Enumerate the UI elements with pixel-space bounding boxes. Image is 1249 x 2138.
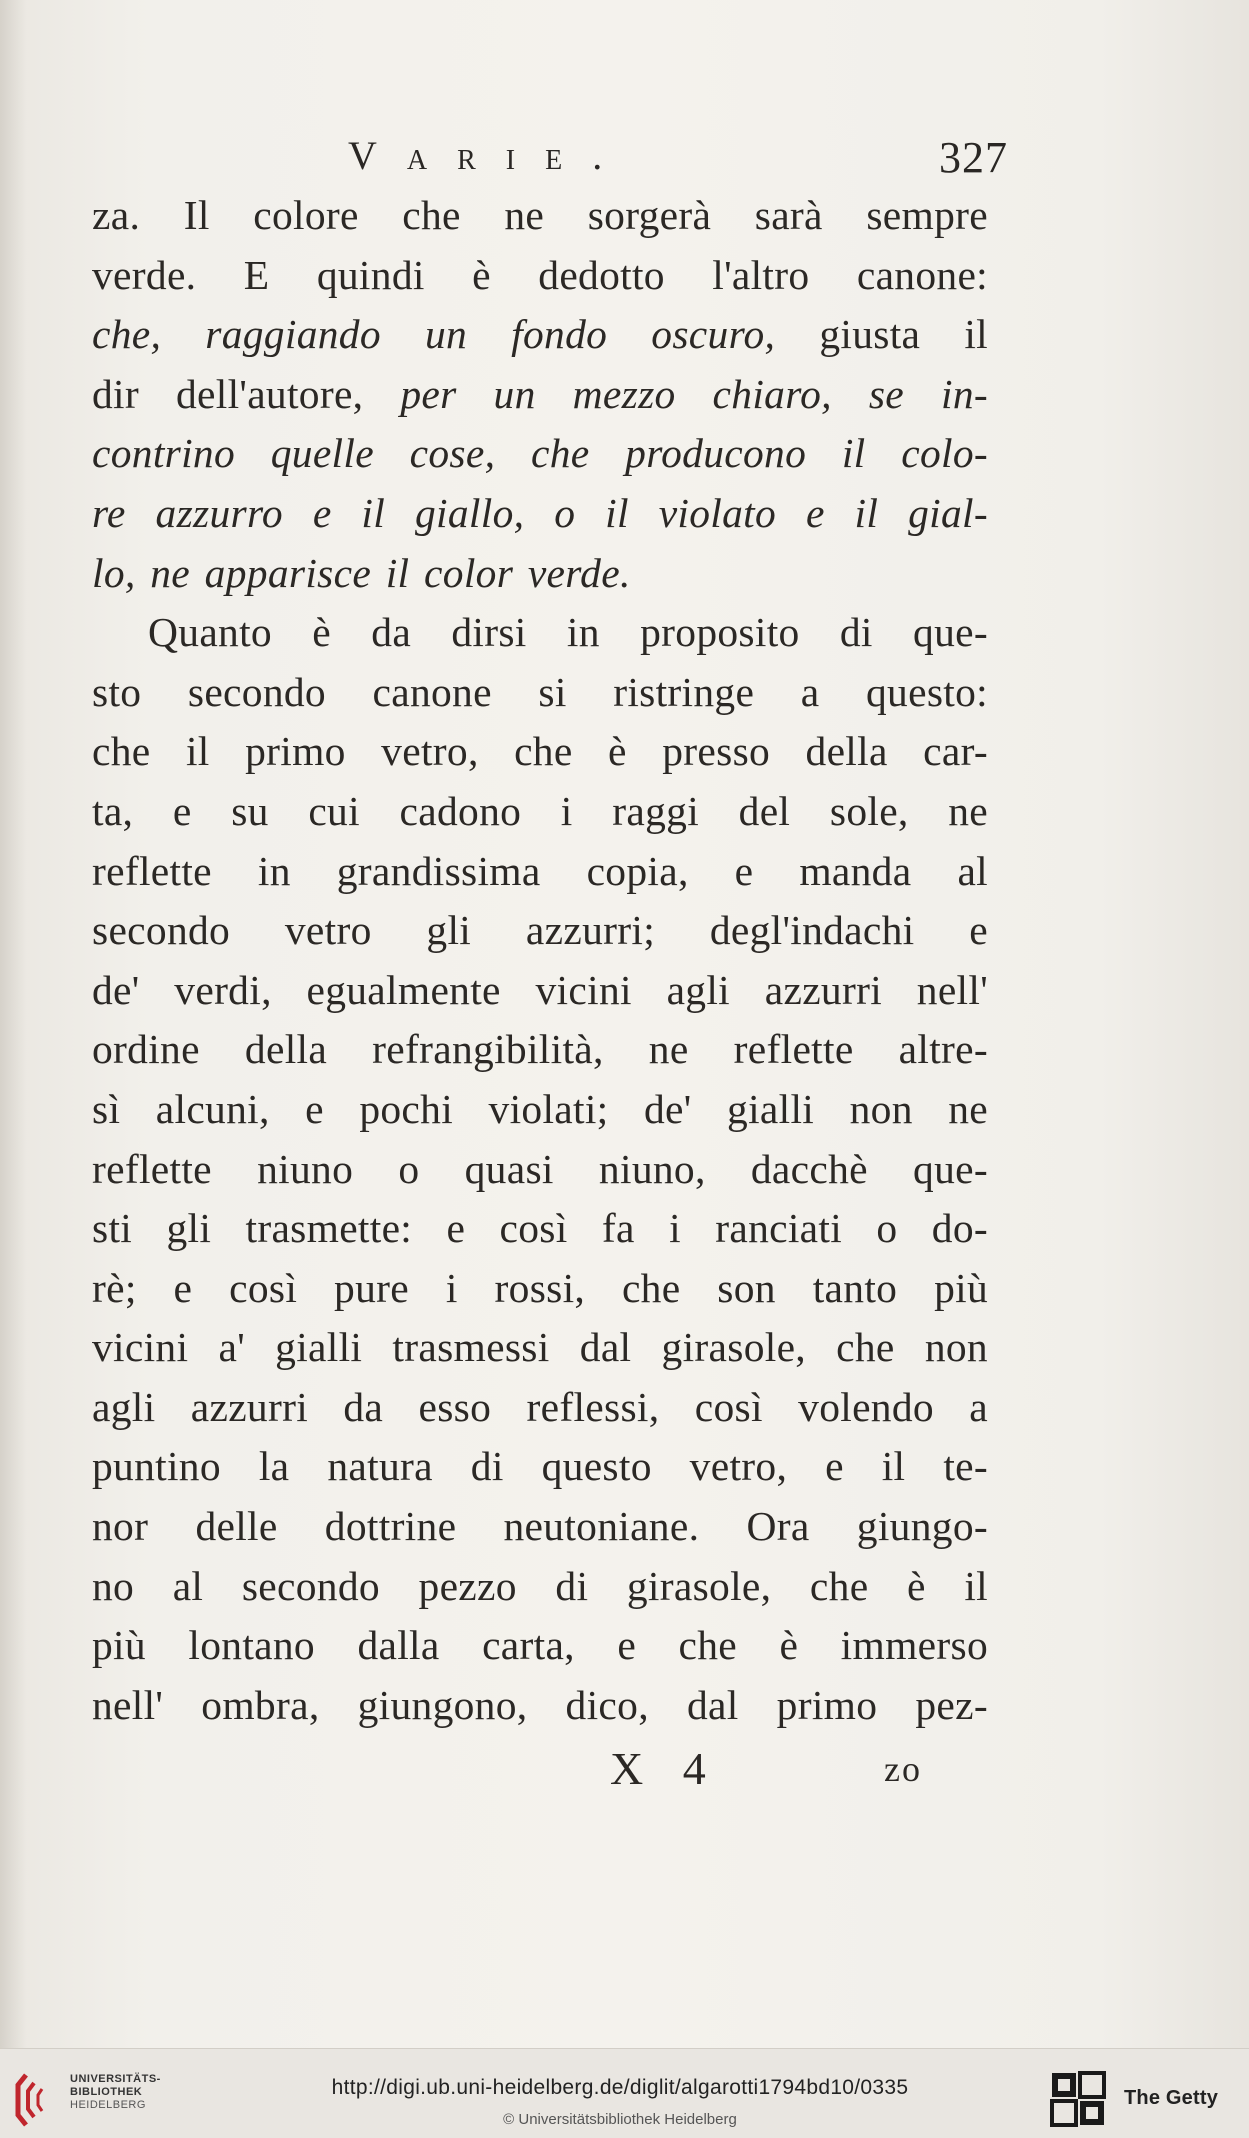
text-run: agli azzurri da esso reflessi, così volendo a [92, 1383, 988, 1430]
italic-text-run: lo, ne apparisce il color verde. [92, 549, 631, 596]
text-line [92, 842, 988, 902]
text-line [92, 782, 988, 842]
text-run: puntino la natura di questo vetro, e il te- [92, 1443, 988, 1490]
text-line [92, 484, 988, 544]
italic-text-run: che, raggiando un fondo oscuro, [92, 311, 776, 358]
text-run: za. Il colore che ne sorgerà sarà sempre [92, 192, 988, 238]
text-run: sì alcuni, e pochi violati; de' gialli non ne [92, 1085, 988, 1132]
text-line [92, 1318, 988, 1378]
page-number: 327 [939, 133, 1008, 182]
body-text [92, 186, 988, 1735]
italic-text-run: re azzurro e il giallo, o il violato e il gial- [92, 489, 988, 536]
text-line [92, 1259, 988, 1319]
text-line [92, 1080, 988, 1140]
text-run: vicini a' gialli trasmessi dal girasole, che non [92, 1324, 988, 1371]
text-line [92, 365, 988, 425]
viewer-footer [0, 2048, 1249, 2138]
spine-shadow [0, 0, 26, 2048]
partner-name: The Getty [1124, 2087, 1219, 2109]
copyright-notice: © Universitätsbibliothek Heidelberg [503, 2111, 737, 2128]
text-line [92, 1616, 988, 1676]
library-name-line1: UNIVERSITÄTS- [70, 2073, 161, 2085]
permalink-url[interactable]: http://digi.ub.uni-heidelberg.de/diglit/algarotti1794bd10/0335 [331, 2076, 909, 2099]
text-run: rè; e così pure i rossi, che son tanto più [92, 1264, 988, 1311]
text-line [92, 305, 988, 365]
text-line [92, 1378, 988, 1438]
text-line [92, 1199, 988, 1259]
text-line [92, 246, 988, 306]
text-run: nor delle dottrine neutoniane. Ora giungo- [92, 1503, 988, 1550]
getty-logo-icon [1050, 2071, 1108, 2131]
text-line [92, 424, 988, 484]
text-line [92, 544, 988, 604]
italic-text-run: contrino quelle cose, che producono il colo- [92, 430, 988, 477]
text-run: sto secondo canone si ristringe a questo: [92, 668, 988, 715]
text-run: più lontano dalla carta, e che è immerso [92, 1622, 988, 1669]
text-line [92, 1020, 988, 1080]
catchword: zo [884, 1749, 922, 1789]
library-name [70, 2073, 161, 2112]
text-run: ordine della refrangibilità, ne reflette altre- [92, 1026, 988, 1073]
text-run: de' verdi, egualmente vicini agli azzurri nell' [92, 966, 988, 1013]
text-line [92, 1557, 988, 1617]
text-line [92, 961, 988, 1021]
text-run: dir dell'autore, [92, 370, 401, 417]
text-line [92, 1140, 988, 1200]
text-line [92, 1437, 988, 1497]
signature-mark: X 4 [610, 1743, 720, 1794]
library-name-line3: HEIDELBERG [70, 2099, 146, 2111]
text-run: verde. E quindi è dedotto l'altro canone: [92, 251, 988, 298]
library-name-line2: BIBLIOTHEK [70, 2086, 143, 2098]
text-run: reflette in grandissima copia, e manda al [92, 847, 988, 894]
text-line [92, 1497, 988, 1557]
text-run: no al secondo pezzo di girasole, che è il [92, 1562, 988, 1609]
text-run: che il primo vetro, che è presso della car- [92, 728, 988, 775]
text-run: sti gli trasmette: e così fa i ranciati o do- [92, 1205, 988, 1252]
text-line [92, 901, 988, 961]
text-run: ta, e su cui cadono i raggi del sole, ne [92, 787, 988, 834]
text-run: Quanto è da dirsi in proposito di que- [148, 609, 988, 656]
text-run: reflette niuno o quasi niuno, dacchè que- [92, 1145, 988, 1192]
text-run: secondo vetro gli azzurri; degl'indachi e [92, 907, 988, 954]
text-run: giusta il [775, 311, 988, 358]
text-run: nell' ombra, giungono, dico, dal primo pez- [92, 1681, 988, 1728]
text-line [92, 603, 988, 663]
running-head [340, 128, 1010, 188]
text-line [92, 663, 988, 723]
italic-text-run: per un mezzo chiaro, se in- [400, 370, 988, 417]
ub-heidelberg-logo-icon [12, 2069, 64, 2131]
text-line [92, 1676, 988, 1736]
text-line [92, 186, 988, 246]
running-head-title: Varie. [348, 133, 633, 178]
page-bottom-marks [0, 1742, 1249, 1802]
text-line [92, 722, 988, 782]
